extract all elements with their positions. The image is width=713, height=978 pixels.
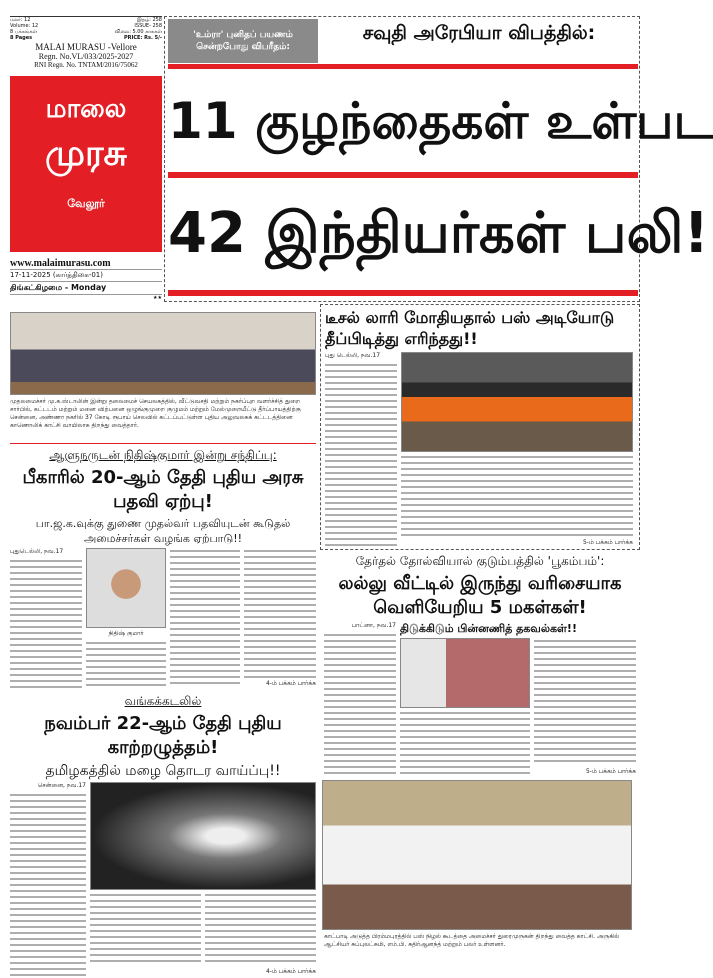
bihar-subhead: பா.ஜ.க.வுக்கு துணை முதல்வர் பதவியுடன் கூடுதல் அமைச்சர்கள் வழங்க ஏற்பாடு!! [35, 517, 291, 545]
red-rule [168, 64, 638, 69]
bus-dateline: புது டெல்லி, நவ.17 [325, 352, 381, 359]
bus-fire-photo [401, 352, 633, 452]
bihar-article-text [86, 640, 166, 688]
weather-article-text [10, 792, 86, 976]
logo-line1: மாலை [45, 94, 127, 124]
bihar-article-text [10, 558, 82, 688]
lalu-headline: லல்லு வீட்டில் இருந்து வரிசையாக வெளியேறிய 5 மகள்கள்! [338, 573, 622, 618]
weather-story [10, 694, 316, 976]
bus-article-text [325, 362, 397, 547]
bus-story-content [325, 307, 633, 547]
rni-number: RNI Regn. No. TNTAM/2016/75062 [34, 61, 138, 69]
bihar-article-text [170, 548, 240, 688]
pages-en: 8 Pages [10, 35, 33, 41]
weather-headline: நவம்பர் 22-ஆம் தேதி புதிய காற்றழுத்தம்! [44, 713, 282, 758]
lalu-family-photo [400, 638, 530, 708]
bihar-headline: பீகாரில் 20-ஆம் தேதி புதிய அரசு பதவி ஏற்பு! [22, 467, 304, 512]
weather-continued[interactable]: 4-ம் பக்கம் பார்க்க [265, 968, 316, 975]
bihar-story [10, 448, 316, 688]
logo-box [10, 76, 162, 252]
issue-day: திங்கட்கிழமை - Monday [10, 282, 162, 295]
volume-en: Volume: 12 [10, 23, 39, 29]
lalu-continued[interactable]: 5-ம் பக்கம் பார்க்க [585, 768, 636, 775]
bus-headline: டீசல் லாரி மோதியதால் பஸ் அடியோடு தீப்பிடித்து எரிந்தது!! [325, 308, 615, 348]
volume-ta: மலர்: 12 [10, 17, 31, 23]
bihar-dateline: புதுடெல்லி, நவ.17 [10, 548, 64, 555]
lalu-article-text [324, 632, 396, 776]
minister-photo-caption: காட்பாடி அடுத்த பிரம்மபுரத்தில் பஸ் நிழல் கூடத்தை அமைச்சர் துரைமுருகன் திறந்து வைத்த காட்சி. அருகில் ஆட்சியர் சுப்புலட்சுமி, எம்.பி. கதிர்ஆனந்த் மற்றும் பலர் உள்ளனர். [324, 933, 620, 948]
weather-dateline: சென்னை, நவ.17 [37, 782, 86, 789]
bihar-article-text [244, 548, 316, 678]
satellite-map [90, 782, 316, 890]
bihar-continued[interactable]: 4-ம் பக்கம் பார்க்க [265, 680, 316, 687]
issue-en: ISSUE- 258 [134, 23, 162, 29]
price-en: PRICE: Rs. 5/- [123, 35, 162, 41]
weather-subhead: தமிழகத்தில் மழை தொடர வாய்ப்பு!! [45, 763, 281, 779]
masthead-info [10, 16, 162, 70]
lalu-story [324, 554, 636, 776]
lead-kicker: 'உம்ரா' புனிதப் பயணம் சென்றபோது விபரீதம்: [168, 19, 318, 63]
issue-date: 17-11-2025 (கார்த்திகை-01) [10, 270, 162, 282]
minister-event-photo [322, 780, 632, 930]
stars: ★★ [153, 295, 162, 301]
red-rule [168, 290, 638, 296]
red-rule [10, 443, 316, 444]
logo-city: வேலூர் [67, 197, 105, 210]
bihar-kicker: ஆளுநருடன் நிதிஷ்குமார் இன்று சந்திப்பு: [49, 448, 277, 462]
lalu-dateline: பாட்னா, நவ.17 [351, 622, 396, 629]
lalu-article-text [400, 710, 530, 776]
lalu-kicker: தேர்தல் தோல்வியால் குடும்பத்தில் 'பூகம்பம்': [355, 554, 605, 568]
logo-line2: முரசு [44, 133, 128, 174]
lalu-article-text [534, 638, 636, 766]
issue-ta: இதழ்: 258 [137, 17, 162, 23]
masthead-footer [10, 258, 162, 301]
cm-event-photo [10, 312, 316, 395]
weather-kicker: வங்கக்கடலில் [124, 694, 202, 708]
lalu-subhead: திடுக்கிடும் பின்னணித் தகவல்கள்!! [400, 622, 577, 635]
price-ta: விலை: 5.00 காசுகள் [114, 29, 162, 35]
nitish-caption: நிதிஷ் குமார் [108, 630, 144, 637]
website-link[interactable]: www.malaimurasu.com [10, 258, 162, 270]
lead-overline: சவுதி அரேபியா விபத்தில்: [362, 22, 596, 44]
edition-name: MALAI MURASU -Vellore [35, 42, 137, 52]
red-rule [168, 172, 638, 178]
pages-ta: 8 பக்கங்கள் [10, 29, 37, 35]
bus-continued[interactable]: 5-ம் பக்கம் பார்க்க [582, 539, 633, 546]
regn-number: Regn. No.VL/033/2025-2027 [38, 52, 134, 61]
lead-headline-2: 42 இந்தியர்கள் பலி! [168, 201, 710, 266]
bus-article-text [401, 454, 633, 537]
weather-article-text [205, 892, 316, 966]
lead-headline-1: 11 குழந்தைகள் உள்பட [168, 92, 713, 150]
nitish-photo [86, 548, 166, 628]
weather-article-text [90, 892, 201, 966]
cm-photo-caption: முதலமைச்சர் மு.க.ஸ்டாலின் இன்று தலைமைச் செயலகத்தில், வீட்டுவசதி மற்றும் நகர்ப்புற வளர்ச்சித் துறை சார்பில், கட்டடம் மற்றும் மனை விற்பனை ஒழுங்குமுறை குழுமம் மற்றும் மேல்முறையீட்டு தீர்ப்பாயத்திற்கு சென்னை, அண்ணா நகரில் 37 கோடி ரூபாய் செலவில் கட்டப்பட்டுள்ள புதிய அலுவலகக் கட்டடத்தினை காணொலிக் காட்சி வாயிலாக திறந்து வைத்தார். [10, 398, 301, 429]
